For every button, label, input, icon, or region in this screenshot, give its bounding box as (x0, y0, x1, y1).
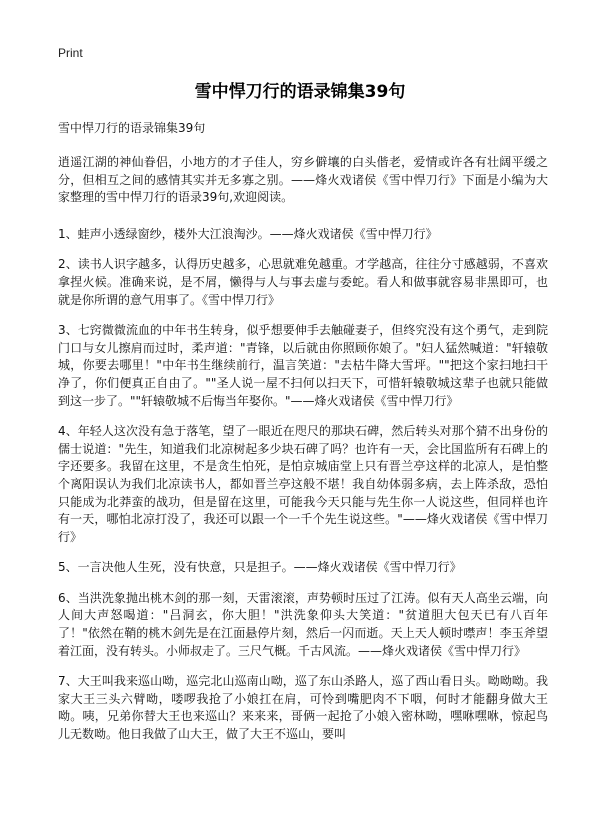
quote-paragraph: 3、七窍微微流血的中年书生转身，似乎想要伸手去触碰妻子，但终究没有这个勇气，走到院门口与女儿擦肩而过时，柔声道："青锋，以后就由你照顾你娘了。"妇人猛然喊道："轩辕敬城，你要去哪里！"中年书生继续前行，温言笑道："去枯牛降大雪坪。""把这个家扫地扫干净了，你们便真正自由了。""圣人说一屋不扫何以扫天下，可惜轩辕敬城这辈子也就只能做到这一步了。""轩辕敬城不后悔当年娶你。"——烽火戏诸侯《雪中悍刀行》 (58, 323, 548, 408)
quote-paragraph: 7、大王叫我来巡山呦，巡完北山巡南山呦，巡了东山杀路人，巡了西山看日头。呦呦呦。我家大王三头六臂呦，喽啰我抢了小娘扛在肩，可怜到嘴肥肉不下咽，何时才能翻身做大王呦。咦，兄弟你替大王也来巡山？来来来，哥俩一起抢了小娘入密林呦，嘿咻嘿咻，惊起鸟儿无数呦。他日我做了山大王，做了大王不巡山，要叫 (58, 674, 548, 742)
article-subtitle: 雪中悍刀行的语录锦集39句 (58, 121, 206, 135)
quote-paragraph: 5、一言决他人生死，没有快意，只是担子。——烽火戏诸侯《雪中悍刀行》 (58, 560, 462, 575)
quote-paragraph: 6、当洪洗象抛出桃木剑的那一刻，天雷滚滚，声势顿时压过了江涛。似有天人高坐云端，向人间大声怒喝道："吕洞玄，你大胆！"洪洗象仰头大笑道："贫道胆大包天已有八百年了！"依然在鞘的桃木剑先是在江面悬停片刻，然后一闪而逝。天上天人顿时噤声！李玉斧望着江面，没有转头。小师叔走了。三尺气概。千古风流。——烽火戏诸侯《雪中悍刀行》 (58, 590, 548, 658)
quote-paragraph: 2、读书人识字越多，认得历史越多，心思就难免越重。才学越高，往往分寸感越弱，不喜欢拿捏火候。准确来说，是不屑，懒得与人与事去虚与委蛇。看人和做事就容易非黑即可，也就是你所谓的意气用事了。《雪中悍刀行》 (58, 257, 548, 307)
quote-paragraph: 1、蛙声小透绿窗纱，楼外大江浪淘沙。——烽火戏诸侯《雪中悍刀行》 (58, 226, 438, 241)
print-link[interactable]: Print (58, 46, 83, 60)
quote-paragraph: 4、年轻人这次没有急于落笔，望了一眼近在咫尺的那块石碑，然后转头对那个猜不出身份的儒士说道："先生，知道我们北凉树起多少块石碑了吗？也许有一天，会比国监所有石碑上的字还要多。我留在这里，不是贪生怕死，是怕京城庙堂上只有晋兰亭这样的北凉人，是怕整个离阳误认为我们北凉读书人，都如晋兰亭这般不堪！我自幼体弱多病，去上阵杀敌，恐怕只能成为北莽蛮的战功，但是留在这里，可能我今天只能与先生你一人说这些，但同样也许有一天，哪怕北凉打没了，我还可以跟一个一千个先生说这些。"——烽火戏诸侯《雪中悍刀行》 (58, 424, 548, 544)
page-title: 雪中悍刀行的语录锦集39句 (194, 82, 406, 102)
intro-paragraph: 逍遥江湖的神仙眷侣，小地方的才子佳人，穷乡僻壤的白头偕老，爱情或许各有壮阔平缓之分，但相互之间的感情其实并无多寡之别。——烽火戏诸侯《雪中悍刀行》下面是小编为大家整理的雪中悍刀行的语录39句,欢迎阅读。 (58, 155, 548, 205)
article-body (58, 121, 548, 757)
